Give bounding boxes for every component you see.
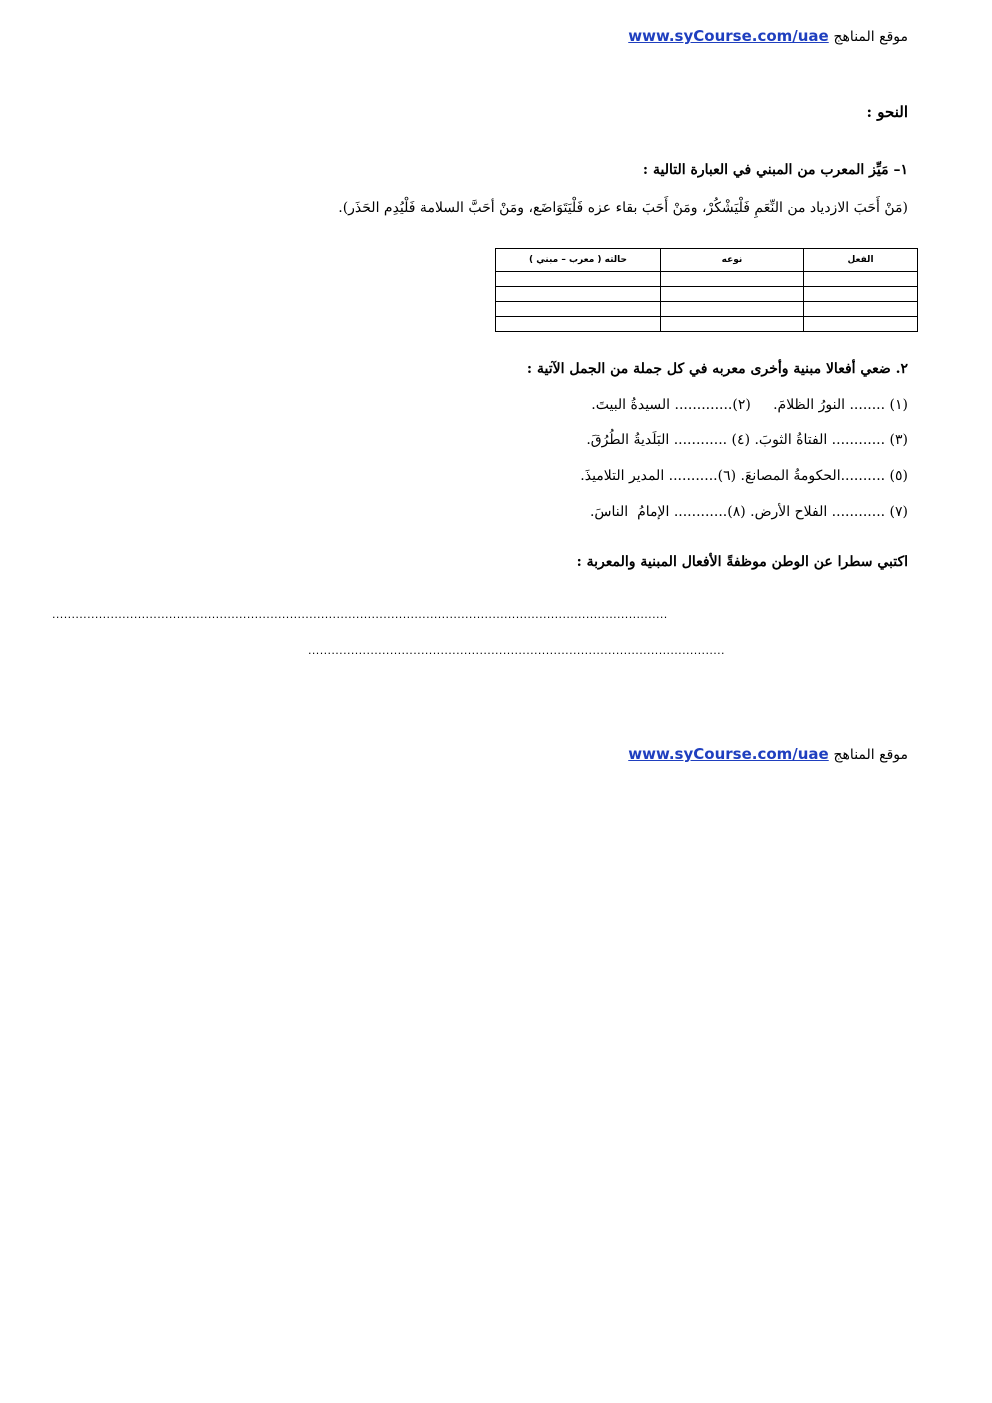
table-header-verb: الفعل	[804, 249, 918, 272]
question1-quote: (مَنْ أَحَبَ الازدياد من النِّعَمِ فَلْيَشْكُرْ، ومَنْ أَحَبَ بقاء عزه فَلْيَتَوَاضَع، ومَنْ أحَبَّ السلامة فَلْيُدِم الحَذَر).	[338, 200, 908, 216]
table-header-state: حالته ( معرب – مبني )	[496, 249, 661, 272]
table-cell[interactable]	[661, 287, 804, 302]
table-cell[interactable]	[496, 302, 661, 317]
table-row	[496, 272, 918, 287]
table-cell[interactable]	[804, 287, 918, 302]
footer-site-line	[628, 745, 908, 763]
table-cell[interactable]	[496, 287, 661, 302]
footer-site-link[interactable]: www.syCourse.com/uae	[628, 745, 829, 763]
header-site-label: موقع المناهج	[833, 29, 908, 45]
verb-classification-table	[495, 248, 918, 332]
table-cell[interactable]	[661, 317, 804, 332]
table-cell[interactable]	[661, 302, 804, 317]
header-site-line	[628, 27, 908, 45]
table-header-row	[496, 249, 918, 272]
table-cell[interactable]	[496, 317, 661, 332]
table-cell[interactable]	[804, 317, 918, 332]
table-header-type: نوعه	[661, 249, 804, 272]
question1-title: ١– مَيِّز المعرب من المبني في العبارة التالية :	[642, 162, 908, 178]
table-cell[interactable]	[804, 302, 918, 317]
question2-line-1: (١) ........ النورُ الظلامَ. (٢)............. السيدةُ البيتَ.	[591, 397, 908, 413]
table-cell[interactable]	[661, 272, 804, 287]
question2-line-4: (٧) ............ الفلاح الأرض. (٨)............ الإمامُ الناسَ.	[589, 504, 908, 520]
table-row	[496, 302, 918, 317]
section-title: النحو :	[866, 103, 908, 121]
question3-title: اكتبي سطرا عن الوطن موظفةً الأفعال المبنية والمعربة :	[576, 554, 908, 570]
header-site-link[interactable]: www.syCourse.com/uae	[628, 27, 829, 45]
table-cell[interactable]	[496, 272, 661, 287]
table-row	[496, 317, 918, 332]
answer-line-2[interactable]: ...........................................................................................................	[308, 644, 725, 657]
answer-line-1[interactable]: ..............................................................................................................................................................	[52, 608, 668, 621]
question2-line-2: (٣) ............ الفتاةُ الثوبَ. (٤) ............ البَلَديةُ الطُرُقَ.	[586, 432, 908, 448]
table-row	[496, 287, 918, 302]
question2-title: ٢. ضعي أفعالا مبنية وأخرى معربه في كل جملة من الجمل الآتية :	[526, 361, 908, 377]
footer-site-label: موقع المناهج	[833, 747, 908, 763]
table-cell[interactable]	[804, 272, 918, 287]
question2-line-3: (٥) ..........الحكومةُ المصانعَ. (٦)........... المدير التلاميذَ.	[580, 468, 908, 484]
